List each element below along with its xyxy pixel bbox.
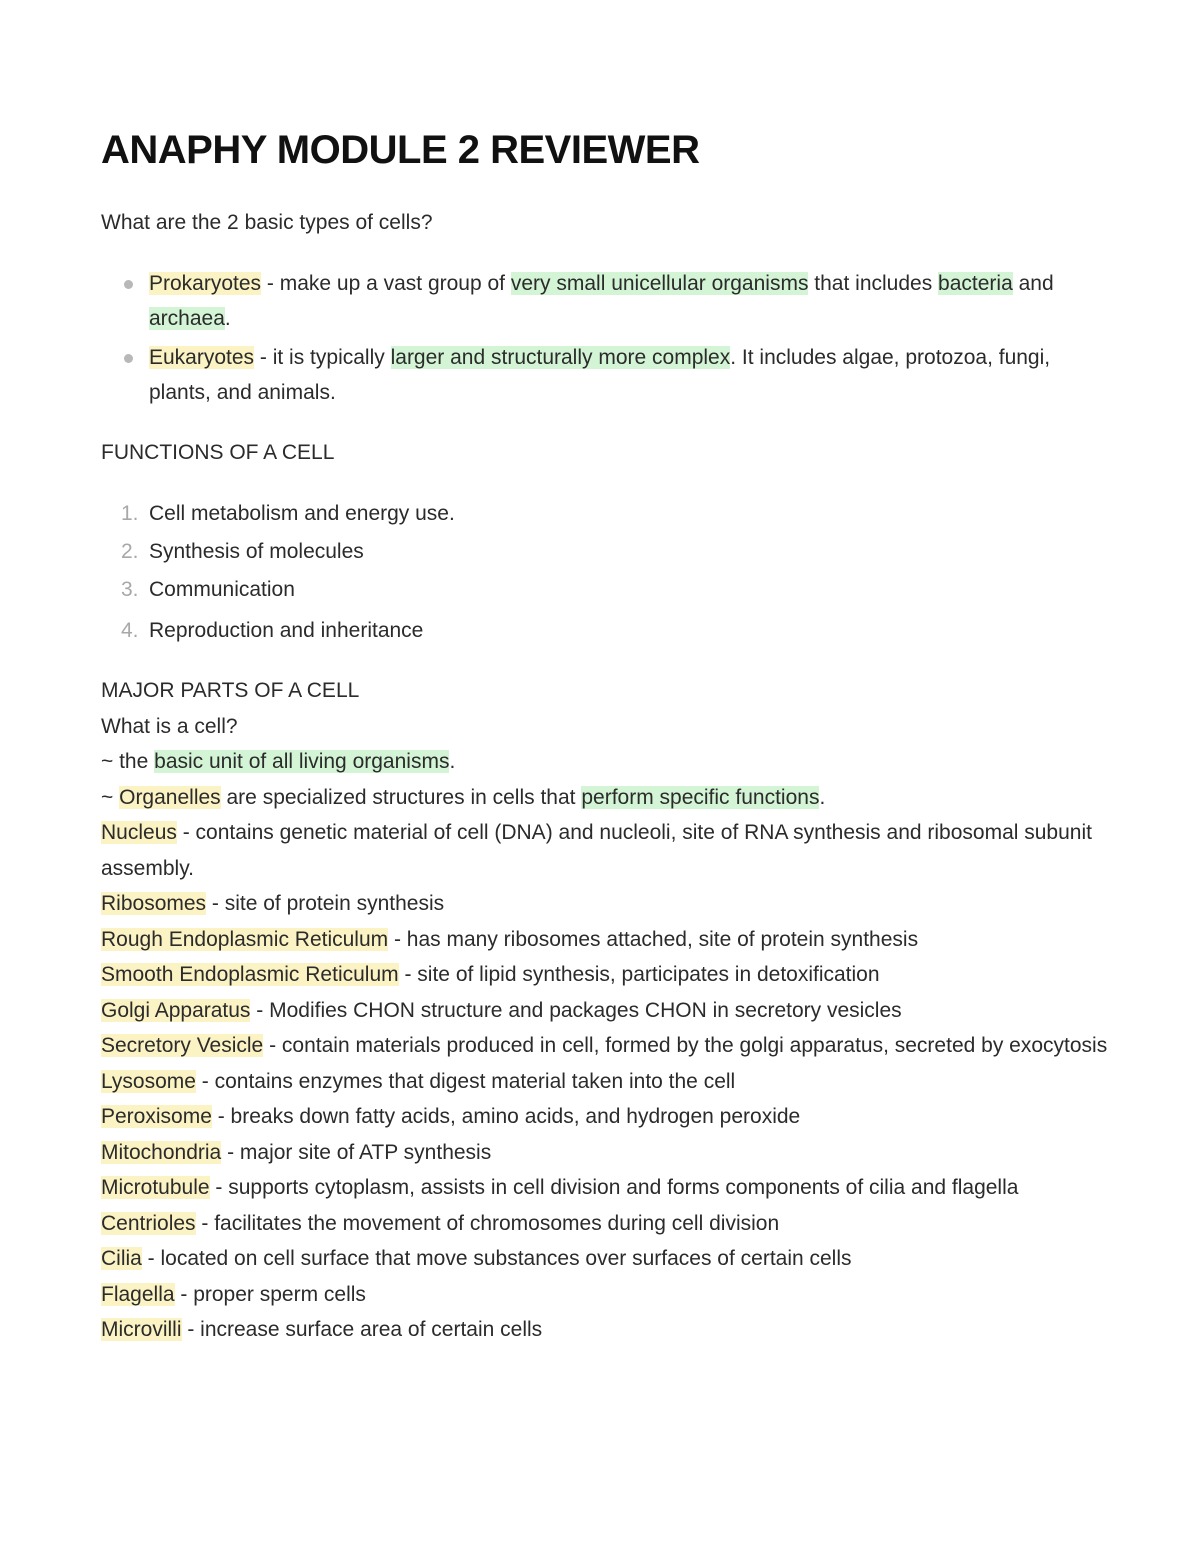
organelle-description: - proper sperm cells xyxy=(174,1282,366,1306)
text-segment: . xyxy=(224,307,231,330)
what-is-cell: What is a cell? xyxy=(101,714,238,738)
organelle-term: Secretory Vesicle xyxy=(101,1034,264,1057)
functions-heading: FUNCTIONS OF A CELL xyxy=(101,440,335,464)
list-number: 1. xyxy=(121,502,139,525)
functions-list xyxy=(101,495,1111,650)
organelle-entry xyxy=(101,1135,1111,1171)
organelle-description: - major site of ATP synthesis xyxy=(221,1140,492,1164)
list-number: 3. xyxy=(121,578,139,601)
list-item-eukaryotes xyxy=(101,340,1111,411)
highlight-green: larger and structurally more complex xyxy=(390,345,731,369)
list-number: 4. xyxy=(121,619,139,642)
organelle-entry xyxy=(101,1064,1111,1100)
list-item-prokaryotes xyxy=(101,266,1111,337)
organelle-term: Cilia xyxy=(101,1247,142,1270)
text-segment: are specialized structures in cells that xyxy=(220,785,582,809)
organelle-term: Smooth Endoplasmic Reticulum xyxy=(101,963,399,986)
question-types: What are the 2 basic types of cells? xyxy=(101,211,433,234)
highlight-green: basic unit of all living organisms xyxy=(154,750,450,773)
list-item xyxy=(101,571,1111,609)
highlight-green: archaea xyxy=(149,307,225,330)
term-prokaryotes: Prokaryotes xyxy=(149,271,262,295)
definition-line xyxy=(101,744,1111,780)
text-segment: ~ the xyxy=(101,750,155,773)
organelle-entry xyxy=(101,1170,1111,1206)
organelle-term: Peroxisome xyxy=(101,1105,212,1128)
bullet-icon xyxy=(124,280,133,289)
list-item xyxy=(101,495,1111,533)
organelle-entry xyxy=(101,957,1111,993)
list-number: 2. xyxy=(121,540,139,563)
list-item-text: Cell metabolism and energy use. xyxy=(149,502,455,525)
organelle-description: - breaks down fatty acids, amino acids, and hydrogen peroxide xyxy=(211,1105,801,1128)
organelle-entry xyxy=(101,1028,1111,1064)
organelle-term: Centrioles xyxy=(101,1211,196,1235)
organelle-description: - contains genetic material of cell (DNA) and nucleoli, site of RNA synthesis and ribosomal subunit assembly. xyxy=(101,821,1092,880)
organelle-description: - Modifies CHON structure and packages CHON in secretory vesicles xyxy=(250,998,902,1022)
organelle-entry xyxy=(101,1277,1111,1313)
organelle-description: - facilitates the movement of chromosomes during cell division xyxy=(195,1211,780,1235)
list-item-text: Synthesis of molecules xyxy=(149,540,364,563)
cell-types-list xyxy=(101,266,1111,411)
organelle-description: - contain materials produced in cell, formed by the golgi apparatus, secreted by exocytosis xyxy=(263,1034,1108,1057)
organelle-term: Mitochondria xyxy=(101,1140,222,1164)
text-segment: ~ xyxy=(101,785,120,809)
organelle-description: - increase surface area of certain cells xyxy=(181,1318,543,1341)
organelle-term: Microtubule xyxy=(101,1176,210,1199)
organelle-term: Flagella xyxy=(101,1282,175,1306)
organelle-term: Ribosomes xyxy=(101,892,207,915)
organelle-term: Golgi Apparatus xyxy=(101,998,251,1022)
text-segment: - it is typically xyxy=(254,345,391,369)
text-segment: and xyxy=(1012,271,1054,295)
organelle-entry xyxy=(101,993,1111,1029)
definition-line xyxy=(101,780,1111,816)
organelle-description: - site of protein synthesis xyxy=(206,892,445,915)
organelle-term: Nucleus xyxy=(101,821,177,844)
list-item xyxy=(101,612,1111,650)
text-segment: . It includes algae, protozoa, fungi, plants, and animals. xyxy=(149,345,1051,404)
list-item-text: Reproduction and inheritance xyxy=(149,619,424,642)
parts-section xyxy=(101,673,1111,1348)
organelle-term: Lysosome xyxy=(101,1069,196,1093)
bullet-icon xyxy=(124,354,133,363)
organelle-entry xyxy=(101,1312,1111,1348)
organelle-entry xyxy=(101,922,1111,958)
organelle-description: - contains enzymes that digest material taken into the cell xyxy=(195,1069,736,1093)
organelle-description: - supports cytoplasm, assists in cell division and forms components of cilia and flagella xyxy=(209,1176,1019,1199)
list-item xyxy=(101,533,1111,571)
organelle-description: - located on cell surface that move substances over surfaces of certain cells xyxy=(141,1247,852,1270)
organelle-entry xyxy=(101,1099,1111,1135)
organelle-term: Rough Endoplasmic Reticulum xyxy=(101,927,389,951)
text-segment: . xyxy=(819,785,826,809)
highlight-green: very small unicellular organisms xyxy=(510,271,809,295)
organelle-list xyxy=(101,815,1111,1348)
list-item-text: Communication xyxy=(149,578,295,601)
organelle-entry xyxy=(101,1206,1111,1242)
highlight-green: bacteria xyxy=(938,271,1013,295)
highlight-green: perform specific functions xyxy=(581,785,820,809)
text-segment: that includes xyxy=(808,271,939,295)
organelle-description: - site of lipid synthesis, participates in detoxification xyxy=(398,963,880,986)
organelle-term: Microvilli xyxy=(101,1318,182,1341)
text-segment: . xyxy=(449,750,456,773)
term-eukaryotes: Eukaryotes xyxy=(149,345,255,369)
document-content xyxy=(101,124,1111,1348)
document-title: ANAPHY MODULE 2 REVIEWER xyxy=(101,128,700,172)
organelle-entry xyxy=(101,886,1111,922)
term-organelles: Organelles xyxy=(119,785,221,809)
organelle-entry xyxy=(101,815,1111,886)
organelle-entry xyxy=(101,1241,1111,1277)
text-segment: - make up a vast group of xyxy=(261,271,511,295)
parts-heading: MAJOR PARTS OF A CELL xyxy=(101,679,360,702)
organelle-description: - has many ribosomes attached, site of protein synthesis xyxy=(388,927,919,951)
